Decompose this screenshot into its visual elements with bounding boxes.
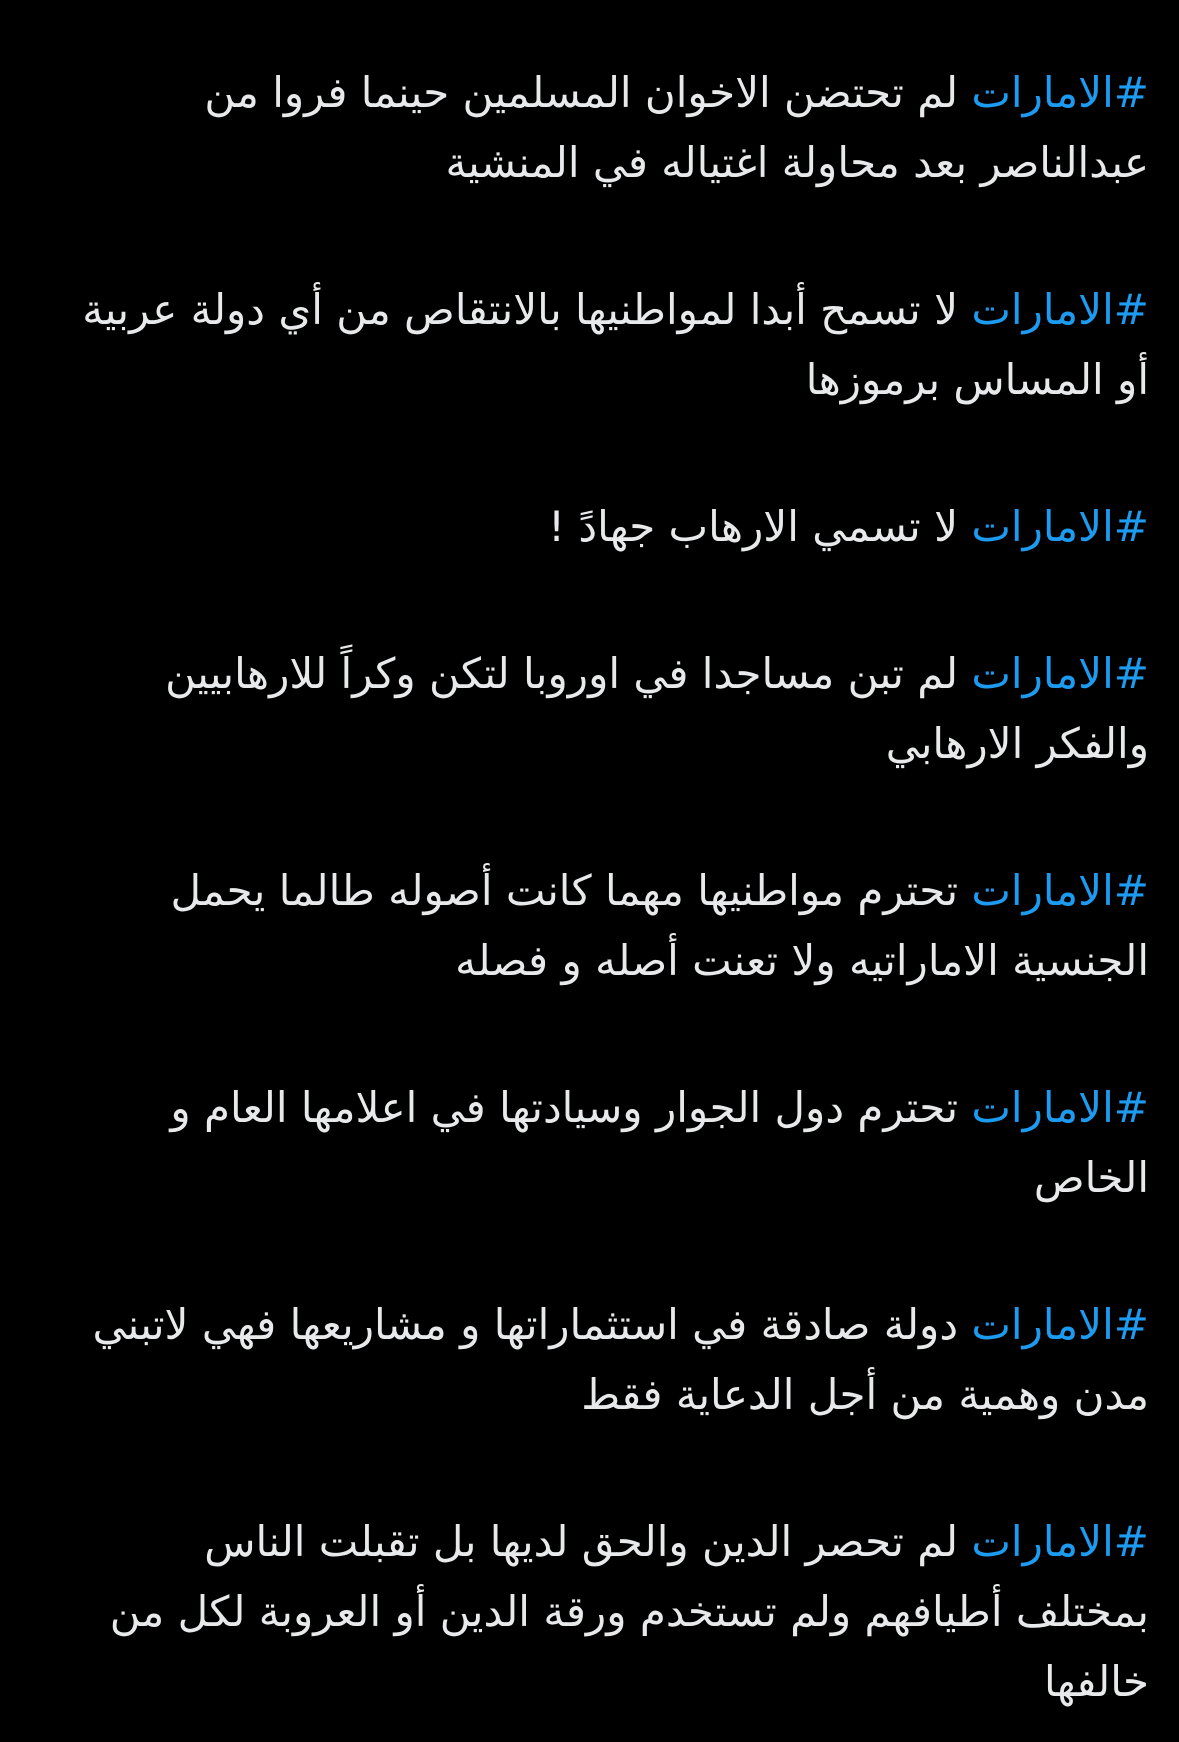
paragraph-4 <box>58 639 1149 779</box>
hashtag-link[interactable]: #الامارات <box>971 1083 1149 1132</box>
paragraph-7 <box>58 1290 1149 1430</box>
paragraph-text: لا تسمح أبدا لمواطنيها بالانتقاص من أي دولة عربية أو المساس برموزها <box>82 285 1149 404</box>
paragraph-text: لم تحصر الدين والحق لديها بل تقبلت الناس بمختلف أطيافهم ولم تستخدم ورقة الدين أو العروبة لكل من خالفها <box>109 1517 1149 1706</box>
paragraph-2 <box>58 275 1149 415</box>
paragraph-6 <box>58 1073 1149 1213</box>
paragraph-text: تحترم مواطنيها مهما كانت أصوله طالما يحمل الجنسية الاماراتيه ولا تعنت أصله و فصله <box>170 866 1149 985</box>
paragraph-text: لا تسمي الارهاب جهادً ! <box>548 502 959 551</box>
hashtag-link[interactable]: #الامارات <box>971 285 1149 334</box>
hashtag-link[interactable]: #الامارات <box>971 1300 1149 1349</box>
paragraph-text: تحترم دول الجوار وسيادتها في اعلامها العام و الخاص <box>170 1083 1149 1202</box>
hashtag-link[interactable]: #الامارات <box>971 502 1149 551</box>
hashtag-link[interactable]: #الامارات <box>971 1517 1149 1566</box>
hashtag-link[interactable]: #الامارات <box>971 68 1149 117</box>
paragraph-8 <box>58 1507 1149 1717</box>
paragraph-text: لم تحتضن الاخوان المسلمين حينما فروا من عبدالناصر بعد محاولة اغتياله في المنشية <box>204 68 1149 187</box>
hashtag-link[interactable]: #الامارات <box>971 866 1149 915</box>
paragraph-text: دولة صادقة في استثماراتها و مشاريعها فهي لاتبني مدن وهمية من أجل الدعاية فقط <box>92 1300 1149 1419</box>
paragraph-1 <box>58 58 1149 198</box>
paragraph-text: لم تبن مساجدا في اوروبا لتكن وكراً للارهابيين والفكر الارهابي <box>165 649 1149 768</box>
hashtag-link[interactable]: #الامارات <box>971 649 1149 698</box>
paragraph-5 <box>58 856 1149 996</box>
paragraph-3 <box>58 492 1149 562</box>
